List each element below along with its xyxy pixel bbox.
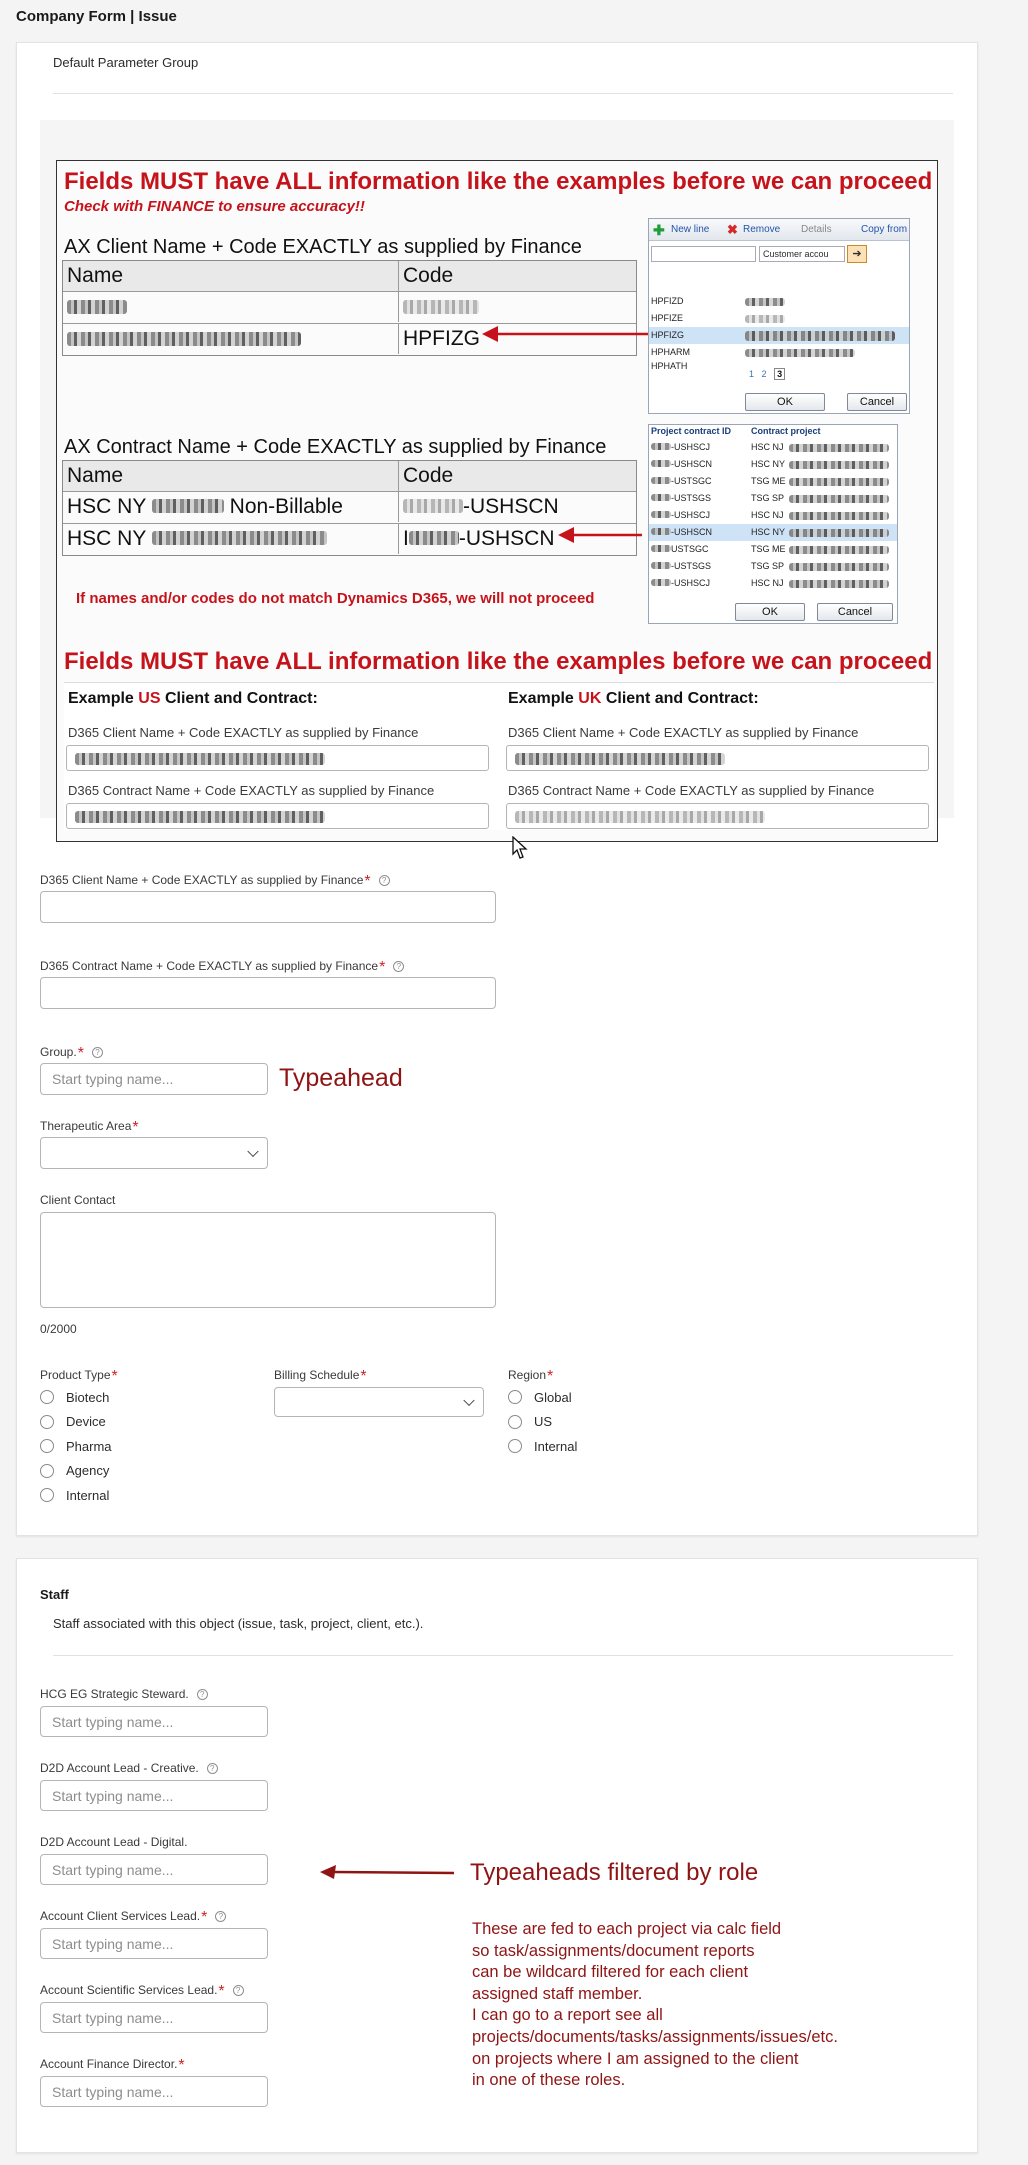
image-sub-heading: Check with FINANCE to ensure accuracy!! (64, 198, 365, 215)
ax-col-header: Contract project (751, 426, 821, 436)
remove-button: Remove (743, 224, 781, 235)
help-icon: ? (92, 1047, 103, 1058)
radio-icon (508, 1390, 522, 1404)
red-arrow-icon (556, 523, 644, 547)
ax-row-code: HPHATH (651, 361, 688, 369)
ax-pager: 1 2 3 (749, 369, 785, 379)
radio-icon (508, 1439, 522, 1453)
image-client-title: AX Client Name + Code EXACTLY as supplied by Finance (64, 236, 582, 258)
billing-schedule-label: Billing Schedule* (274, 1368, 367, 1385)
x-icon: ✖ (727, 222, 738, 237)
d365-client-input[interactable] (40, 891, 496, 923)
annotation-typeahead: Typeahead (279, 1064, 403, 1092)
staff-field-label: HCG EG Strategic Steward. ? (40, 1687, 208, 1701)
help-icon: ? (215, 1911, 226, 1922)
radio-icon (40, 1390, 54, 1404)
example-us-client-input (66, 745, 489, 771)
col-code-header: Code (398, 461, 453, 491)
page-title: Company Form | Issue (16, 8, 177, 25)
example-uk-client-label: D365 Client Name + Code EXACTLY as supplied by Finance (508, 725, 859, 740)
example-us-title: Example US Client and Contract: (68, 690, 318, 707)
staff-field-label: D2D Account Lead - Digital. (40, 1835, 188, 1849)
help-icon: ? (379, 875, 390, 886)
ax-ok-button: OK (745, 393, 825, 411)
strategic-steward-typeahead[interactable]: Start typing name... (40, 1706, 268, 1737)
arrow-left-icon (318, 1862, 456, 1882)
redacted-name (67, 332, 301, 346)
ax-row-code: HPFIZG (651, 330, 684, 340)
group-label: Group.* ? (40, 1045, 103, 1059)
image-top-heading: Fields MUST have ALL information like the examples before we can proceed (64, 168, 933, 195)
example-uk-contract-label: D365 Contract Name + Code EXACTLY as supplied by Finance (508, 783, 875, 798)
client-code-example: HPFIZG (398, 324, 480, 354)
account-lead-digital-typeahead[interactable]: Start typing name... (40, 1854, 268, 1885)
ax-lookup-window (648, 218, 910, 414)
go-arrow-icon: ➔ (847, 245, 867, 263)
ax-contract-window: Project contract ID Contract project -USHSCJ HSC NJ -USHSCN HSC NY -USTSGC TSG ME -USTSGS TSG SP -USHSCJ HSC NJ -USHSCN HSC NY USTSGC TSG ME -USTSGS TSG SP -USHSCJ HSC NJ OK Cancel (648, 424, 898, 624)
region-radio-group (508, 1387, 577, 1456)
client-contact-label: Client Contact (40, 1193, 116, 1207)
d365-contract-input[interactable] (40, 977, 496, 1009)
image-bottom-heading: Fields MUST have ALL information like the examples before we can proceed (64, 648, 933, 675)
radio-icon (40, 1439, 54, 1453)
col-name-header: Name (67, 264, 124, 287)
image-contract-title: AX Contract Name + Code EXACTLY as supplied by Finance (64, 436, 607, 458)
account-lead-creative-typeahead[interactable]: Start typing name... (40, 1780, 268, 1811)
example-us-contract-input (66, 803, 489, 829)
col-name-header: Name (67, 464, 124, 487)
image-contract-table: Name Code HSC NY Non-Billable -USHSCN HSC NY I -USHSCN (62, 460, 637, 556)
example-us-contract-label: D365 Contract Name + Code EXACTLY as supplied by Finance (68, 783, 435, 798)
radio-option[interactable]: Global (508, 1387, 577, 1407)
finance-director-typeahead[interactable]: Start typing name... (40, 2076, 268, 2107)
help-icon: ? (197, 1689, 208, 1700)
redacted-code (403, 300, 479, 314)
chevron-down-icon (247, 1146, 258, 1157)
help-icon: ? (207, 1763, 218, 1774)
staff-field-label: Account Scientific Services Lead.* ? (40, 1983, 244, 1997)
annotation-note: These are fed to each project via calc field so task/assignments/document reports can be wildcard filtered for each client assigned staff member. I can go to a report see all projects/documents/tasks/assignments/issues/etc. on projects where I am assigned to the client in one of these roles. (472, 1920, 838, 2090)
staff-field-label: Account Finance Director.* (40, 2057, 185, 2074)
example-uk-contract-input (506, 803, 929, 829)
image-warning: If names and/or codes do not match Dynamics D365, we will not proceed (76, 590, 595, 607)
radio-option[interactable]: US (508, 1412, 577, 1432)
billing-schedule-select[interactable] (274, 1387, 484, 1417)
copy-from-button: Copy from (861, 224, 908, 235)
details-button: Details (801, 224, 832, 235)
staff-field-label: D2D Account Lead - Creative. ? (40, 1761, 218, 1775)
radio-icon (40, 1488, 54, 1502)
therapeutic-area-label: Therapeutic Area* (40, 1119, 139, 1136)
mouse-cursor-icon (512, 836, 528, 860)
annotation-filtered-by-role: Typeaheads filtered by role (470, 1859, 759, 1886)
example-uk-title: Example UK Client and Contract: (508, 690, 759, 707)
ax-row-code: HPFIZE (651, 313, 684, 323)
radio-option[interactable]: Internal (508, 1436, 577, 1456)
char-count: 0/2000 (40, 1322, 77, 1336)
help-icon: ? (393, 961, 404, 972)
radio-icon (40, 1415, 54, 1429)
scientific-services-lead-typeahead[interactable]: Start typing name... (40, 2002, 268, 2033)
divider (53, 93, 953, 94)
help-icon: ? (233, 1985, 244, 1996)
example-uk-client-input (506, 745, 929, 771)
radio-option[interactable]: Biotech (40, 1387, 112, 1407)
col-code-header: Code (398, 261, 453, 291)
staff-field-label: Account Client Services Lead.* ? (40, 1909, 226, 1923)
plus-icon: ✚ (653, 222, 665, 238)
radio-icon (40, 1464, 54, 1478)
ax-row-code: HPFIZD (651, 296, 684, 306)
d365-contract-label: D365 Contract Name + Code EXACTLY as supplied by Finance* ? (40, 959, 404, 973)
region-label: Region* (508, 1368, 554, 1385)
product-type-label: Product Type* (40, 1368, 118, 1385)
ax-row-code: HPHARM (651, 347, 691, 357)
radio-icon (508, 1415, 522, 1429)
therapeutic-area-select[interactable] (40, 1137, 268, 1169)
group-typeahead[interactable]: Start typing name... (40, 1063, 268, 1095)
chevron-down-icon (463, 1395, 474, 1406)
radio-option[interactable]: Pharma (40, 1436, 112, 1456)
staff-description: Staff associated with this object (issue, task, project, client, etc.). (53, 1616, 424, 1631)
group-header: Default Parameter Group (53, 55, 199, 70)
example-us-client-label: D365 Client Name + Code EXACTLY as supplied by Finance (68, 725, 419, 740)
new-line-button: New line (671, 224, 710, 235)
ax-col-header: Project contract ID (651, 426, 732, 436)
staff-title: Staff (40, 1587, 69, 1602)
redacted-name (67, 300, 127, 314)
ax-cancel-button: Cancel (847, 393, 907, 411)
divider (53, 1655, 953, 1656)
radio-option[interactable]: Internal (40, 1485, 112, 1505)
ax-cancel-button: Cancel (817, 603, 893, 621)
ax-ok-button: OK (735, 603, 805, 621)
red-arrow-icon (480, 322, 650, 346)
customer-account-dropdown: Customer accou (759, 246, 845, 262)
radio-option[interactable]: Device (40, 1412, 112, 1432)
radio-option[interactable]: Agency (40, 1461, 112, 1481)
product-type-radio-group (40, 1387, 112, 1505)
client-contact-textarea[interactable] (40, 1212, 496, 1308)
client-services-lead-typeahead[interactable]: Start typing name... (40, 1928, 268, 1959)
d365-client-label: D365 Client Name + Code EXACTLY as supplied by Finance* ? (40, 873, 390, 887)
